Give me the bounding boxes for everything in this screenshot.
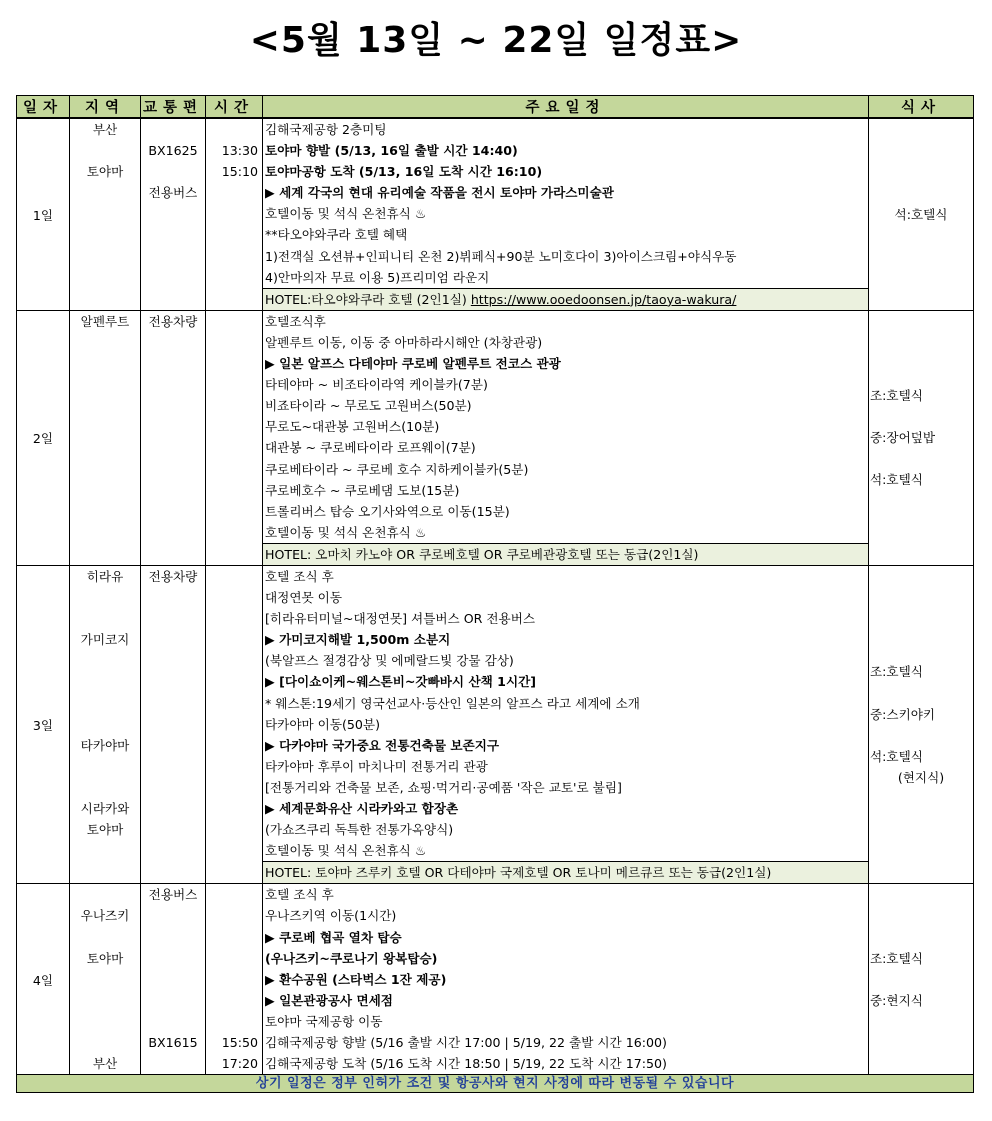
time-label: 13:30 bbox=[221, 143, 258, 159]
region-label: 토야마 bbox=[86, 822, 124, 838]
transport-label bbox=[141, 288, 205, 309]
region-label bbox=[70, 587, 140, 608]
transport-cell bbox=[141, 884, 206, 1075]
transport-label bbox=[141, 267, 205, 288]
time-label bbox=[206, 1011, 262, 1032]
plan-line: ▶ 세계 각국의 현대 유리예술 작품을 전시 토야마 가라스미술관 bbox=[265, 185, 614, 201]
region-label bbox=[70, 756, 140, 777]
plan-line: 토야마 향발 (5/13, 16일 출발 시간 14:40) bbox=[265, 143, 518, 159]
transport-label bbox=[141, 990, 205, 1011]
meal-cell bbox=[869, 118, 974, 310]
transport-label bbox=[141, 927, 205, 948]
plan-line: 호텔조식후 bbox=[265, 313, 326, 329]
plan-line: * 웨스톤:19세기 영국선교사·등산인 일본의 알프스 라고 세계에 소개 bbox=[265, 695, 640, 711]
region-label bbox=[70, 246, 140, 267]
plan-line: (북알프스 절경감상 및 에메랄드빛 강물 감상) bbox=[265, 653, 514, 669]
time-label bbox=[206, 927, 262, 948]
plan-line: ▶ 일본 알프스 다테야마 쿠로베 알펜루트 전코스 관광 bbox=[265, 356, 561, 372]
plan-line: 타카야마 후루이 마치나미 전통거리 관광 bbox=[265, 758, 488, 774]
time-label: 15:10 bbox=[221, 164, 258, 180]
region-label bbox=[70, 203, 140, 224]
day-row bbox=[17, 565, 974, 883]
region-label bbox=[70, 969, 140, 990]
region-label: 히라유 bbox=[86, 568, 124, 584]
time-label bbox=[206, 990, 262, 1011]
region-label: 토야마 bbox=[86, 164, 124, 180]
region-cell bbox=[70, 565, 141, 883]
time-cell bbox=[206, 310, 263, 565]
region-label bbox=[70, 777, 140, 798]
itinerary-table bbox=[16, 95, 974, 1093]
time-label: 17:20 bbox=[221, 1056, 258, 1072]
plan-line: [전통거리와 건축물 보존, 쇼핑·먹거리·공예품 '작은 교토'로 불림] bbox=[265, 779, 622, 795]
plan-line: 비죠타이라 ~ 무로도 고원버스(50분) bbox=[265, 398, 472, 414]
transport-label: BX1615 bbox=[148, 1035, 198, 1051]
transport-label bbox=[141, 1011, 205, 1032]
region-label: 타카야마 bbox=[80, 737, 130, 753]
region-label bbox=[70, 1032, 140, 1053]
time-label bbox=[206, 288, 262, 309]
region-label bbox=[70, 182, 140, 203]
meal-label: 중:스키야키 bbox=[870, 706, 936, 722]
transport-label bbox=[141, 948, 205, 969]
transport-label bbox=[141, 1053, 205, 1074]
meal-label: 조:호텔식 bbox=[870, 950, 923, 966]
time-label bbox=[206, 224, 262, 245]
region-label bbox=[70, 671, 140, 692]
region-cell bbox=[70, 118, 141, 310]
transport-label bbox=[141, 161, 205, 182]
meal-label: 석:호텔식 bbox=[870, 472, 923, 488]
day-label: 4일 bbox=[17, 884, 70, 1075]
region-label bbox=[70, 267, 140, 288]
time-cell bbox=[206, 565, 263, 883]
transport-label bbox=[141, 119, 205, 140]
footer-note: 상기 일정은 정부 인허가 조건 및 항공사와 현지 사정에 따라 변동될 수 있습니다 bbox=[17, 1075, 974, 1093]
plan-line: 대관봉 ~ 쿠로베타이라 로프웨이(7분) bbox=[265, 440, 476, 456]
time-cell bbox=[206, 884, 263, 1075]
region-label bbox=[70, 650, 140, 671]
region-label bbox=[70, 288, 140, 309]
hotel-info: HOTEL: 토야마 즈루키 호텔 OR 다테야마 국제호텔 OR 토나미 메르큐르 또는 동급(2인1실) bbox=[263, 861, 868, 883]
plan-line: 김해국제공항 도착 (5/16 도착 시간 18:50 | 5/19, 22 도착 시간 17:50) bbox=[265, 1056, 667, 1072]
transport-label bbox=[141, 905, 205, 926]
plan-line: 호텔 조식 후 bbox=[265, 887, 334, 903]
time-label bbox=[206, 119, 262, 140]
time-label: 15:50 bbox=[221, 1035, 258, 1051]
time-label bbox=[206, 884, 262, 905]
transport-label: 전용차량 bbox=[148, 313, 198, 329]
plan-line: ▶ 일본관광공사 면세점 bbox=[265, 992, 393, 1008]
header-time: 시간 bbox=[206, 96, 263, 119]
hotel-name: HOTEL:타오야와쿠라 호텔 (2인1실) bbox=[265, 291, 471, 307]
region-label bbox=[70, 693, 140, 714]
plan-line: (우나즈키~쿠로나기 왕복탑승) bbox=[265, 950, 438, 966]
plan-line: ▶ 세계문화유산 시라카와고 합장촌 bbox=[265, 801, 459, 816]
plan-line: 우나즈키역 이동(1시간) bbox=[265, 908, 397, 924]
meal-label: 석:호텔식 bbox=[894, 206, 948, 222]
region-label bbox=[70, 608, 140, 629]
region-label bbox=[70, 1011, 140, 1032]
transport-label bbox=[141, 224, 205, 245]
plan-cell bbox=[263, 884, 869, 1075]
plan-cell bbox=[263, 118, 869, 310]
plan-line: 무로도~대관봉 고원버스(10분) bbox=[265, 419, 440, 435]
time-label bbox=[206, 203, 262, 224]
hotel-link[interactable]: https://www.ooedoonsen.jp/taoya-wakura/ bbox=[470, 291, 737, 307]
region-label: 부산 bbox=[92, 122, 118, 137]
plan-line: 토야마 국제공항 이동 bbox=[265, 1013, 383, 1029]
plan-line: 호텔이동 및 석식 온천휴식 ♨ bbox=[265, 843, 427, 859]
region-label bbox=[70, 224, 140, 245]
meal-label: 조:호텔식 bbox=[870, 664, 923, 680]
meal-cell bbox=[869, 310, 974, 565]
day-label: 2일 bbox=[17, 310, 70, 565]
header-transport: 교통편 bbox=[141, 96, 206, 119]
region-label bbox=[70, 927, 140, 948]
plan-line: ▶ 다카야마 국가중요 전통건축물 보존지구 bbox=[265, 737, 500, 753]
meal-cell bbox=[869, 884, 974, 1075]
time-label bbox=[206, 905, 262, 926]
plan-line: ▶ [다이쇼이케~웨스톤비~갓빠바시 산책 1시간] bbox=[265, 674, 537, 690]
region-label bbox=[70, 884, 140, 905]
region-label: 가미코지 bbox=[80, 632, 130, 648]
plan-line: 김해국제공항 향발 (5/16 출발 시간 17:00 | 5/19, 22 출발 시간 16:00) bbox=[265, 1035, 667, 1051]
transport-label: 전용버스 bbox=[148, 887, 198, 903]
region-label bbox=[70, 840, 140, 861]
meal-label: 석:호텔식 bbox=[870, 748, 923, 764]
header-region: 지역 bbox=[70, 96, 141, 119]
header-meal: 식사 bbox=[869, 96, 974, 119]
region-label: 부산 bbox=[92, 1056, 118, 1072]
region-label bbox=[70, 861, 140, 882]
plan-line: 타테야마 ~ 비조타이라역 케이블카(7분) bbox=[265, 377, 488, 393]
day-label: 1일 bbox=[17, 118, 70, 310]
region-label: 우나즈키 bbox=[80, 908, 130, 924]
meal-cell bbox=[869, 565, 974, 883]
transport-cell bbox=[141, 565, 206, 883]
transport-label: 전용버스 bbox=[148, 185, 198, 201]
transport-label bbox=[141, 203, 205, 224]
plan-line: **타오야와쿠라 호텔 혜택 bbox=[265, 227, 408, 243]
meal-label: 중:현지식 bbox=[870, 992, 923, 1008]
time-label bbox=[206, 948, 262, 969]
time-label bbox=[206, 969, 262, 990]
region-label: 토야마 bbox=[86, 950, 124, 966]
transport-label bbox=[141, 246, 205, 267]
plan-cell bbox=[263, 565, 869, 883]
region-cell bbox=[70, 310, 141, 565]
header-day: 일자 bbox=[17, 96, 70, 119]
transport-label: BX1625 bbox=[148, 143, 198, 159]
plan-line: 호텔 조식 후 bbox=[265, 568, 334, 584]
transport-cell bbox=[141, 118, 206, 310]
plan-line: 타카야마 이동(50분) bbox=[265, 716, 381, 732]
region-cell bbox=[70, 884, 141, 1075]
day-row bbox=[17, 884, 974, 1075]
plan-line: 대정연못 이동 bbox=[265, 590, 342, 606]
plan-line: 김해국제공항 2층미팅 bbox=[265, 122, 387, 137]
plan-line: ▶ 가미코지해발 1,500m 소분지 bbox=[265, 632, 451, 648]
page-title: <5월 13일 ~ 22일 일정표> bbox=[249, 20, 743, 61]
time-label bbox=[206, 267, 262, 288]
plan-line: ▶ 환수공원 (스타벅스 1잔 제공) bbox=[265, 971, 447, 987]
plan-line: 알펜루트 이동, 이동 중 아마하라시해안 (차창관광) bbox=[265, 334, 543, 350]
time-label bbox=[206, 182, 262, 203]
region-label bbox=[70, 990, 140, 1011]
plan-line: 토야마공항 도착 (5/13, 16일 도착 시간 16:10) bbox=[265, 164, 543, 180]
header-plan: 주요일정 bbox=[263, 96, 869, 119]
plan-line: (가쇼즈쿠리 독특한 전통가옥양식) bbox=[265, 822, 454, 838]
day-row bbox=[17, 310, 974, 565]
plan-line: 호텔이동 및 석식 온천휴식 ♨ bbox=[265, 206, 427, 222]
plan-line: [히라유터미널~대정연못] 셔틀버스 OR 전용버스 bbox=[265, 611, 536, 627]
meal-label: 조:호텔식 bbox=[870, 388, 923, 404]
region-label bbox=[70, 140, 140, 161]
plan-line: 호텔이동 및 석식 온천휴식 ♨ bbox=[265, 524, 427, 540]
region-label: 시라카와 bbox=[80, 801, 130, 816]
meal-label: 중:장어덮밥 bbox=[870, 430, 936, 446]
hotel-info: HOTEL: 오마치 카노야 OR 쿠로베호텔 OR 쿠로베관광호텔 또는 동급(2인1실) bbox=[263, 543, 868, 565]
time-label bbox=[206, 246, 262, 267]
plan-cell bbox=[263, 310, 869, 565]
transport-label: 전용차량 bbox=[148, 568, 198, 584]
meal-label: (현지식) bbox=[897, 769, 945, 785]
day-label: 3일 bbox=[17, 565, 70, 883]
plan-line: 트롤리버스 탑승 오기사와역으로 이동(15분) bbox=[265, 503, 510, 519]
plan-line: 쿠로베호수 ~ 쿠로베댐 도보(15분) bbox=[265, 482, 460, 498]
plan-line: 1)전객실 오션뷰+인피니티 온천 2)뷔페식+90분 노미호다이 3)아이스크림+야식우동 bbox=[265, 248, 737, 264]
region-label bbox=[70, 714, 140, 735]
transport-label bbox=[141, 969, 205, 990]
transport-cell bbox=[141, 310, 206, 565]
day-row bbox=[17, 118, 974, 310]
time-cell bbox=[206, 118, 263, 310]
plan-line: ▶ 쿠로베 협곡 열차 탑승 bbox=[265, 929, 402, 945]
region-label: 알펜루트 bbox=[80, 313, 130, 329]
hotel-info bbox=[263, 288, 868, 310]
plan-line: 4)안마의자 무료 이용 5)프리미엄 라운지 bbox=[265, 269, 490, 285]
plan-line: 쿠로베타이라 ~ 쿠로베 호수 지하케이블카(5분) bbox=[265, 461, 529, 477]
